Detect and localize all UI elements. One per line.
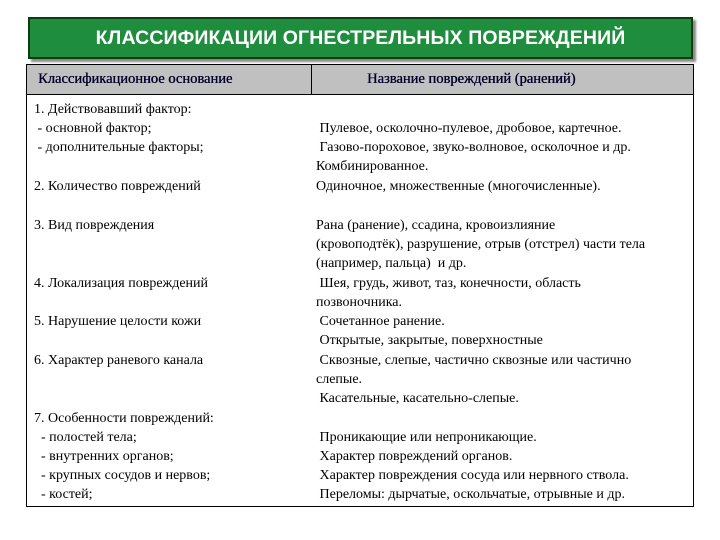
right-line: Переломы: дырчатые, оскольчатые, отрывные и др. [316, 487, 625, 502]
right-line: Рана (ранение), ссадина, кровоизлияние [316, 218, 556, 233]
left-line: - полостей тела; [34, 430, 137, 445]
right-line: слепые. [316, 372, 363, 387]
right-line: Комбинированное. [316, 159, 429, 174]
right-line: Пулевое, осколочно-пулевое, дробовое, картечное. [316, 121, 622, 136]
right-line: Шея, грудь, живот, таз, конечности, область [316, 276, 581, 291]
header-right: Название повреждений (ранений) [367, 71, 576, 87]
right-line: позвоночника. [316, 295, 402, 310]
right-line: Характер повреждения сосуда или нервного ствола. [316, 468, 629, 483]
right-line: Касательные, касательно-слепые. [316, 391, 519, 406]
left-line: - костей; [34, 487, 93, 502]
left-line: 5. Нарушение целости кожи [34, 314, 202, 329]
title-bar [28, 17, 693, 59]
right-line: Сочетанное ранение. [316, 314, 445, 329]
page-title: КЛАССИФИКАЦИИ ОГНЕСТРЕЛЬНЫХ ПОВРЕЖДЕНИЙ [95, 26, 626, 49]
table-header [27, 65, 693, 95]
right-line: (кровоподтёк), разрушение, отрыв (отстрел) части тела [316, 237, 646, 252]
right-line: Сквозные, слепые, частично сквозные или частично [316, 353, 632, 368]
right-line: Открытые, закрытые, поверхностные [316, 333, 543, 348]
left-line: - дополнительные факторы; [34, 140, 204, 155]
left-line: 2. Количество повреждений [34, 179, 201, 194]
right-line: (например, пальца) и др. [316, 256, 467, 271]
classification-table [26, 64, 694, 507]
column-divider [311, 65, 312, 95]
left-line: - крупных сосудов и нервов; [34, 468, 211, 483]
left-line: 3. Вид повреждения [34, 218, 155, 233]
left-line: 1. Действовавший фактор: [34, 102, 192, 117]
right-line: Характер повреждений органов. [316, 449, 513, 464]
right-line: Одиночное, множественные (многочисленные). [316, 179, 601, 194]
right-line: Газово-пороховое, звуко-волновое, осколочное и др. [316, 140, 631, 155]
right-line: Проникающие или непроникающие. [316, 430, 537, 445]
left-line: 7. Особенности повреждений: [34, 411, 214, 426]
header-left: Классификационное основание [38, 71, 233, 87]
left-line: - основной фактор; [34, 121, 152, 136]
left-line: 6. Характер раневого канала [34, 353, 204, 368]
left-line: 4. Локализация повреждений [34, 276, 209, 291]
left-line: - внутренних органов; [34, 449, 174, 464]
